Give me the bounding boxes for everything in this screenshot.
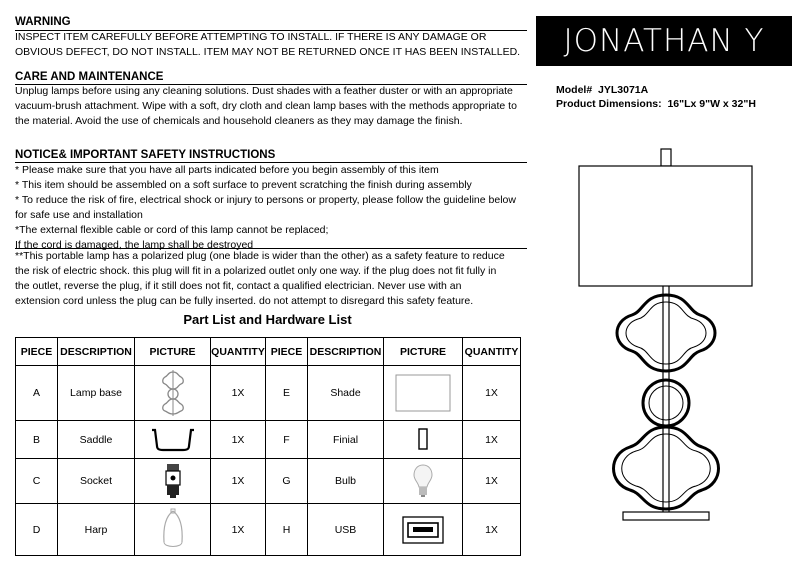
quantity-cell: 1X	[211, 459, 266, 504]
description-cell: Lamp base	[58, 366, 135, 421]
parts-table	[15, 337, 521, 556]
plug-line: the risk of electric shock. this plug will fit in a polarized outlet only one way. if the plug does not fit fully in	[15, 265, 497, 277]
quantity-cell: 1X	[463, 504, 521, 556]
warning-text	[15, 30, 530, 60]
finial-icon	[416, 427, 430, 453]
model-value: JYL3071A	[598, 84, 649, 96]
plug-line: extension cord unless the plug can be fully inserted. do not attempt to disregard this safety feature.	[15, 295, 474, 307]
piece-cell: B	[16, 421, 58, 459]
picture-cell	[135, 366, 211, 421]
brand-logo: JONATHAN Y	[536, 16, 792, 66]
parts-header-row	[16, 338, 521, 366]
plug-text	[15, 249, 530, 309]
piece-cell: D	[16, 504, 58, 556]
description-cell: Finial	[308, 421, 384, 459]
lamp-base-icon	[162, 370, 184, 416]
warning-line: INSPECT ITEM CAREFULLY BEFORE ATTEMPTING TO INSTALL. IF THERE IS ANY DAMAGE OR	[15, 31, 487, 43]
header-picture: PICTURE	[135, 338, 211, 366]
picture-cell	[384, 421, 463, 459]
care-line: vacuum-brush attachment. Wipe with a soft, dry cloth and clean lamp bases with the methods appropriate to	[15, 100, 517, 112]
notice-line: * To reduce the risk of fire, electrical shock or injury to persons or property, please follow the guideline below	[15, 194, 516, 206]
quantity-cell: 1X	[463, 459, 521, 504]
dimensions-value: 16"Lx 9"W x 32"H	[667, 98, 756, 110]
notice-line: *The external flexible cable or cord of this lamp cannot be replaced;	[15, 224, 329, 236]
shade-icon	[395, 374, 451, 412]
picture-cell	[384, 459, 463, 504]
quantity-cell: 1X	[211, 421, 266, 459]
description-cell: Socket	[58, 459, 135, 504]
notice-text	[15, 163, 530, 253]
picture-cell	[135, 421, 211, 459]
care-line: Unplug lamps before using any cleaning solutions. Dust shades with a feather duster or with an appropriate	[15, 85, 513, 97]
description-cell: Shade	[308, 366, 384, 421]
piece-cell: A	[16, 366, 58, 421]
plug-line: the outlet, reverse the plug, if it still does not fit, contact a qualified electrician. Never use with an	[15, 280, 462, 292]
header-quantity: QUANTITY	[463, 338, 521, 366]
piece-cell: C	[16, 459, 58, 504]
dimensions-line	[556, 97, 756, 112]
model-label: Model#	[556, 84, 593, 96]
table-row	[16, 366, 521, 421]
header-description: DESCRIPTION	[58, 338, 135, 366]
quantity-cell: 1X	[463, 421, 521, 459]
picture-cell	[384, 504, 463, 556]
notice-title: NOTICE& IMPORTANT SAFETY INSTRUCTIONS	[15, 149, 276, 161]
piece-cell: H	[266, 504, 308, 556]
table-row	[16, 459, 521, 504]
quantity-cell: 1X	[463, 366, 521, 421]
piece-cell: E	[266, 366, 308, 421]
quantity-cell: 1X	[211, 504, 266, 556]
care-text	[15, 84, 530, 129]
notice-line: * This item should be assembled on a soft surface to prevent scratching the finish during assembly	[15, 179, 472, 191]
lamp-illustration	[570, 145, 770, 530]
description-cell: USB	[308, 504, 384, 556]
picture-cell	[384, 366, 463, 421]
warning-title: WARNING	[15, 16, 71, 28]
notice-line: for safe use and installation	[15, 209, 143, 221]
header-description: DESCRIPTION	[308, 338, 384, 366]
table-row	[16, 421, 521, 459]
notice-line: * Please make sure that you have all parts indicated before you begin assembly of this item	[15, 164, 439, 176]
piece-cell: F	[266, 421, 308, 459]
picture-cell	[135, 459, 211, 504]
header-piece: PIECE	[16, 338, 58, 366]
dimensions-label: Product Dimensions:	[556, 98, 662, 110]
table-row	[16, 504, 521, 556]
harp-icon	[158, 508, 188, 552]
header-quantity: QUANTITY	[211, 338, 266, 366]
description-cell: Harp	[58, 504, 135, 556]
notice-line: If the cord is damaged, the lamp shall be destroyed	[15, 239, 254, 251]
socket-icon	[164, 463, 182, 499]
plug-line: **This portable lamp has a polarized plug (one blade is wider than the other) as a safety feature to reduce	[15, 250, 505, 262]
description-cell: Saddle	[58, 421, 135, 459]
picture-cell	[135, 504, 211, 556]
bulb-icon	[412, 463, 434, 499]
quantity-cell: 1X	[211, 366, 266, 421]
header-piece: PIECE	[266, 338, 308, 366]
care-line: the material. Avoid the use of chemicals and household cleaners as they may damage the finish.	[15, 115, 463, 127]
care-title: CARE AND MAINTENANCE	[15, 71, 164, 83]
piece-cell: G	[266, 459, 308, 504]
parts-title: Part List and Hardware List	[183, 312, 352, 327]
saddle-icon	[149, 426, 197, 454]
description-cell: Bulb	[308, 459, 384, 504]
model-line	[556, 83, 648, 98]
usb-icon	[402, 516, 444, 544]
warning-line: OBVIOUS DEFECT, DO NOT INSTALL. ITEM MAY NOT BE RETURNED ONCE IT HAS BEEN INSTALLED.	[15, 46, 521, 58]
header-picture: PICTURE	[384, 338, 463, 366]
